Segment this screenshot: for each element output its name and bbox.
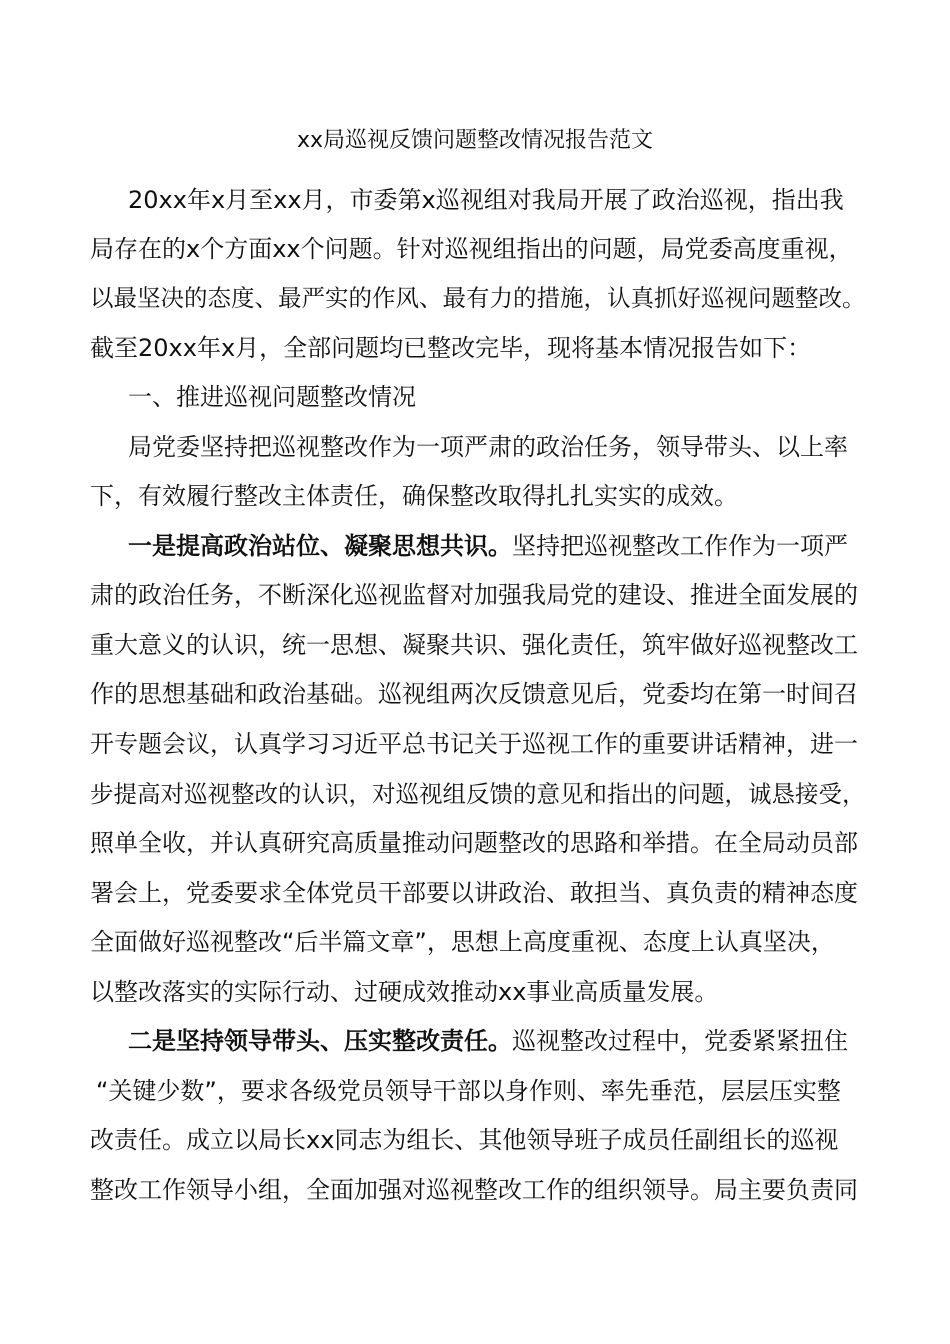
line-continuation: 巡视整改过程中，党委紧紧扭住 (512, 1027, 848, 1055)
paragraph-line: 以最坚决的态度、最严实的作风、最有力的措施，认真抓好巡视问题整改。 (90, 284, 866, 312)
paragraph-line: 20xx年x月至xx月，市委第x巡视组对我局开展了政治巡视，指出我 (128, 186, 844, 214)
paragraph-line: “关键少数”，要求各级党员领导干部以身作则、率先垂范，层层压实整 (96, 1077, 841, 1105)
paragraph-line: 截至20xx年x月，全部问题均已整改完毕，现将基本情况报告如下： (90, 334, 812, 362)
paragraph-line: 局党委坚持把巡视整改作为一项严肃的政治任务，领导带头、以上率 (128, 433, 848, 461)
paragraph-line: 步提高对巡视整改的认识，对巡视组反馈的意见和指出的问题，诚恳接受， (90, 780, 866, 808)
paragraph-line: 作的思想基础和政治基础。巡视组两次反馈意见后，党委均在第一时间召 (90, 680, 858, 708)
paragraph-line: 重大意义的认识，统一思想、凝聚共识、强化责任，筑牢做好巡视整改工 (90, 631, 858, 659)
paragraph-line: 改责任。成立以局长xx同志为组长、其他领导班子成员任副组长的巡视 (90, 1126, 839, 1154)
paragraph-line: 全面做好巡视整改“后半篇文章”，思想上高度重视、态度上认真坚决， (90, 928, 835, 956)
bold-lead-phrase: 一是提高政治站位、凝聚思想共识。 (128, 532, 512, 560)
document-title: xx局巡视反馈问题整改情况报告范文 (296, 128, 654, 153)
paragraph-line (128, 528, 848, 564)
paragraph-line: 下，有效履行整改主体责任，确保整改取得扎扎实实的成效。 (90, 482, 738, 510)
paragraph-line: 署会上，党委要求全体党员干部要以讲政治、敢担当、真负责的精神态度 (90, 879, 858, 907)
paragraph-line: 照单全收，并认真研究高质量推动问题整改的思路和举措。在全局动员部 (90, 829, 858, 857)
bold-lead-phrase: 二是坚持领导带头、压实整改责任。 (128, 1027, 512, 1055)
paragraph-line: 局存在的x个方面xx个问题。针对巡视组指出的问题，局党委高度重视， (90, 235, 853, 263)
paragraph-line: 开专题会议，认真学习习近平总书记关于巡视工作的重要讲话精神，进一 (90, 730, 858, 758)
paragraph-line (128, 1023, 848, 1059)
paragraph-line: 整改工作领导小组，全面加强对巡视整改工作的组织领导。局主要负责同 (90, 1176, 858, 1204)
section-heading: 一、推进巡视问题整改情况 (128, 383, 416, 411)
line-continuation: 坚持把巡视整改工作作为一项严 (512, 532, 848, 560)
paragraph-line: 以整改落实的实际行动、过硬成效推动xx事业高质量发展。 (90, 978, 719, 1006)
paragraph-line: 肃的政治任务，不断深化巡视监督对加强我局党的建设、推进全面发展的 (90, 581, 858, 609)
